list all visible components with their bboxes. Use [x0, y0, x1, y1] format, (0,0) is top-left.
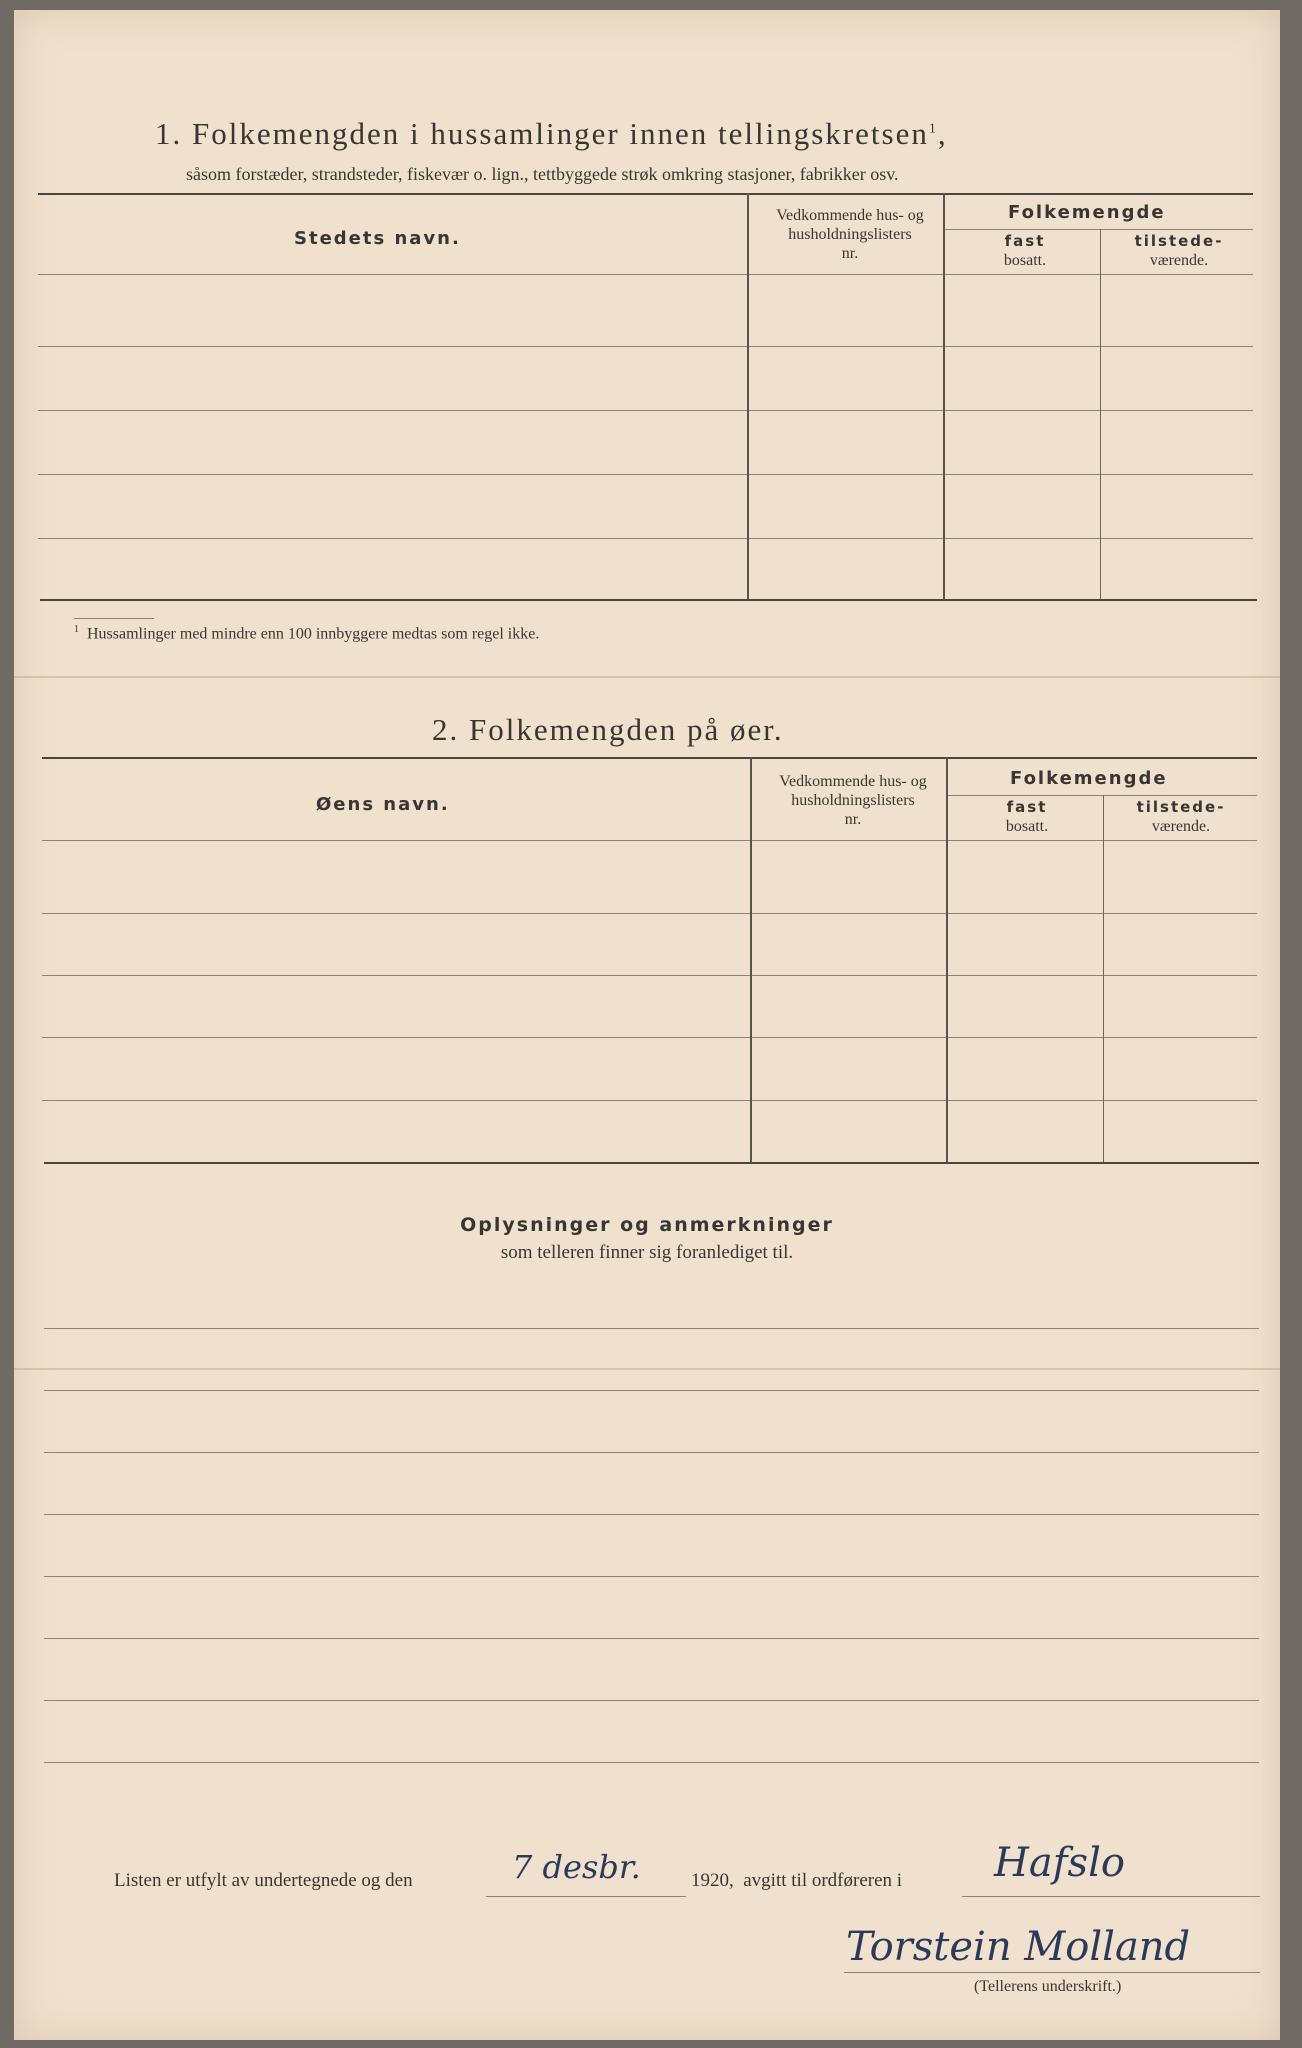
remarks-line — [44, 1452, 1259, 1453]
table1-col-divider — [943, 193, 945, 599]
section1-subtitle: såsom forstæder, strandsteder, fiskevær o. lign., tettbyggede strøk omkring stasjoner, fabrikker osv. — [186, 164, 899, 184]
year: 1920 — [691, 1870, 729, 1891]
table1-col-folkemengde: Folkemengde — [1008, 202, 1166, 223]
table2-bottom-rule — [44, 1162, 1259, 1164]
table1-col-list: Vedkommende hus- og husholdningslisters nr. — [776, 207, 924, 262]
table2-col-divider — [750, 757, 752, 1162]
table2-row-line — [42, 913, 1257, 914]
table1-row-line — [38, 346, 1253, 347]
table2-col-folkemengde: Folkemengde — [1010, 768, 1168, 789]
table1-col-tilstede: tilstede- værende. — [1134, 232, 1224, 269]
remarks-title: Oplysninger og anmerkninger — [460, 1214, 834, 1236]
remarks-line — [44, 1514, 1259, 1515]
table2-col-tilstede: tilstede- værende. — [1136, 798, 1226, 835]
remarks-line — [44, 1638, 1259, 1639]
table1-header-rule — [38, 274, 1253, 275]
table2-header-rule — [42, 840, 1257, 841]
census-form-page — [14, 10, 1280, 2040]
table2-top-rule — [42, 757, 1257, 759]
table1-row-line — [38, 474, 1253, 475]
table1-subheader-rule — [944, 229, 1253, 230]
table1-col-divider — [1100, 229, 1101, 599]
table1-top-rule — [38, 193, 1253, 195]
date-line — [486, 1896, 686, 1897]
remarks-line — [44, 1390, 1259, 1391]
footnote-rule — [74, 618, 154, 619]
table2-col-divider — [946, 757, 948, 1162]
table1-col-divider — [747, 193, 749, 599]
table1-row-line — [38, 410, 1253, 411]
table2-col-name: Øens navn. — [316, 794, 450, 815]
remarks-subtitle: som telleren finner sig foranlediget til. — [500, 1242, 794, 1263]
table1-row-line — [38, 538, 1253, 539]
footnote: $^1$ Hussamlinger med mindre enn 100 innbyggere medtas som regel ikke. — [74, 624, 540, 643]
table1-col-fast: fast bosatt. — [1003, 232, 1047, 269]
table2-row-line — [42, 1037, 1257, 1038]
place-line — [962, 1896, 1260, 1897]
table2-subheader-rule — [947, 795, 1257, 796]
remarks-line — [44, 1328, 1259, 1329]
teller-signature: Torstein Molland — [846, 1924, 1191, 1970]
table1-col-name: Stedets navn. — [294, 228, 461, 249]
table2-col-fast: fast bosatt. — [1005, 798, 1049, 835]
table2-row-line — [42, 975, 1257, 976]
date-handwritten: 7 desbr. — [512, 1848, 641, 1886]
section1-title: 1. Folkemengden i hussamlinger innen tellingskretsen$^1$, — [155, 116, 948, 151]
table2-col-divider — [1103, 795, 1104, 1162]
table2-row-line — [42, 1100, 1257, 1101]
remarks-line — [44, 1576, 1259, 1577]
place-handwritten: Hafslo — [994, 1840, 1125, 1886]
signature-text-before: Listen er utfylt av undertegnede og den — [114, 1870, 413, 1891]
table1-bottom-rule — [40, 599, 1257, 601]
section2-title: 2. Folkemengden på øer. — [432, 712, 784, 747]
paper-fold — [14, 676, 1280, 678]
paper-fold — [14, 1368, 1280, 1370]
remarks-line — [44, 1700, 1259, 1701]
remarks-line — [44, 1762, 1259, 1763]
signature-caption: (Tellerens underskrift.) — [974, 1978, 1122, 1995]
signature-line — [844, 1972, 1260, 1973]
table2-col-list: Vedkommende hus- og husholdningslisters nr. — [779, 773, 927, 828]
signature-text-middle: 1920, avgitt til ordføreren i — [691, 1870, 903, 1891]
